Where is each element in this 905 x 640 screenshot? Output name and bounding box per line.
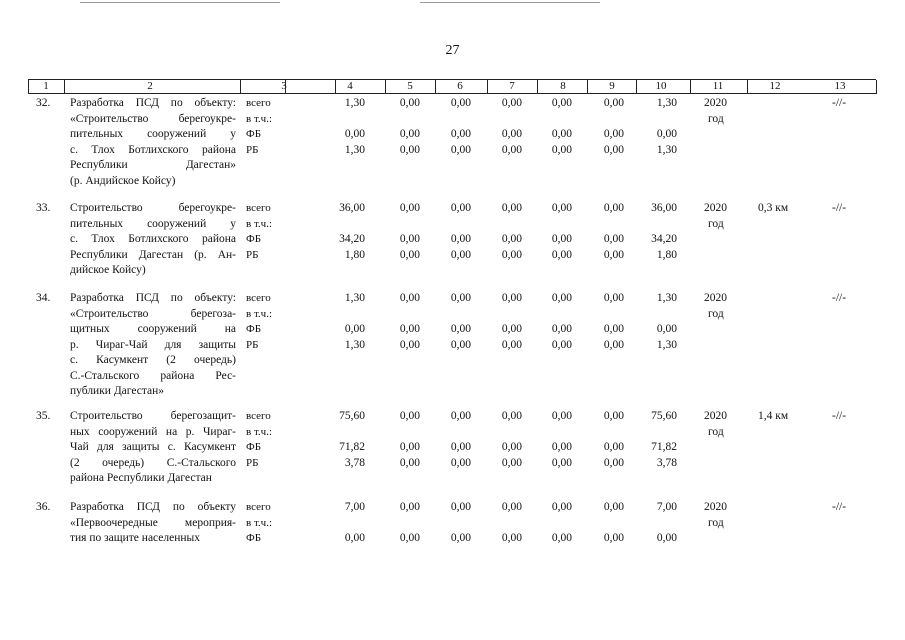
- row-number: 35.: [36, 410, 51, 422]
- description-line: Республики Дагестан (р. Ан-: [70, 248, 236, 261]
- column-header-10: 10: [655, 80, 667, 92]
- value-cell: 0,00: [399, 501, 420, 513]
- value-cell: 71,82: [651, 441, 677, 453]
- description-line: (2 очередь) С.-Стальского: [70, 456, 236, 469]
- value-cell: 1,30: [656, 338, 677, 351]
- column-divider: [747, 80, 748, 94]
- value-cell: 75,60: [339, 410, 365, 422]
- column-divider: [636, 80, 637, 94]
- value-cell: 0,00: [603, 233, 624, 245]
- value-cell: 75,60: [651, 410, 677, 422]
- value-cell: 0,00: [399, 97, 420, 109]
- completion-year: 2020: [704, 97, 727, 109]
- value-cell: 0,00: [656, 128, 677, 140]
- value-cell: 0,00: [450, 323, 471, 335]
- object-description: [70, 291, 236, 400]
- value-cell: 36,00: [339, 202, 365, 214]
- column-divider: [876, 80, 877, 94]
- column-divider: [537, 80, 538, 94]
- value-cell: 0,00: [501, 233, 522, 245]
- value-cell: 1,30: [656, 292, 677, 304]
- funding-source-label: РБ: [246, 456, 259, 469]
- value-cell: 0,00: [603, 441, 624, 453]
- value-cell: 0,00: [344, 532, 365, 544]
- value-cell: 0,00: [399, 143, 420, 156]
- column-divider: [487, 80, 488, 94]
- column-header-4: 4: [347, 80, 353, 92]
- value-cell: 1,30: [344, 143, 365, 156]
- column-divider: [335, 80, 336, 94]
- value-cell: 0,00: [399, 128, 420, 140]
- description-line: Разработка ПСД по объекту: [70, 501, 236, 513]
- capacity-measure: 0,3 км: [758, 202, 789, 214]
- completion-year: 2020: [704, 410, 727, 422]
- funding-source-label: всего: [246, 292, 271, 304]
- description-line: Разработка ПСД по объекту:: [70, 97, 236, 109]
- value-cell: 0,00: [551, 323, 572, 335]
- description-line: с. Тлох Ботлихского района: [70, 233, 236, 245]
- column-header-12: 12: [769, 80, 781, 92]
- value-cell: 0,00: [450, 501, 471, 513]
- value-cell: 0,00: [501, 202, 522, 214]
- funding-source-label: РБ: [246, 143, 259, 156]
- value-cell: 0,00: [603, 501, 624, 513]
- value-cell: 0,00: [603, 248, 624, 261]
- value-cell: 0,00: [450, 233, 471, 245]
- description-line: Строительство берегозащит-: [70, 410, 236, 422]
- value-cell: 1,80: [344, 248, 365, 261]
- funding-source-label: ФБ: [246, 532, 262, 544]
- column-header-9: 9: [609, 80, 615, 92]
- value-cell: 0,00: [551, 143, 572, 156]
- value-cell: 0,00: [603, 292, 624, 304]
- funding-source-label: в т.ч.:: [246, 516, 273, 529]
- description-line: ных сооружений на р. Чираг-: [70, 425, 236, 438]
- value-cell: 0,00: [501, 292, 522, 304]
- column-divider: [587, 80, 588, 94]
- value-cell: 0,00: [450, 338, 471, 351]
- value-cell: 0,00: [501, 410, 522, 422]
- value-cell: 0,00: [450, 292, 471, 304]
- funding-source-label: ФБ: [246, 441, 262, 453]
- value-cell: 0,00: [399, 532, 420, 544]
- description-line: Республики Дагестан»: [70, 159, 236, 171]
- description-line: «Первоочередные мероприя-: [70, 516, 236, 529]
- value-cell: 0,00: [399, 323, 420, 335]
- value-cell: 1,30: [656, 97, 677, 109]
- note-ditto: -//-: [832, 97, 847, 109]
- value-cell: 0,00: [450, 202, 471, 214]
- column-divider: [385, 80, 386, 94]
- value-cell: 0,00: [501, 128, 522, 140]
- value-cell: 0,00: [501, 97, 522, 109]
- value-cell: 0,00: [551, 202, 572, 214]
- note-ditto: -//-: [832, 202, 847, 214]
- value-cell: 0,00: [450, 248, 471, 261]
- completion-year: 2020: [704, 202, 727, 214]
- column-header-3: 3: [281, 80, 287, 92]
- completion-year: 2020: [704, 292, 727, 304]
- description-line: «Строительство берегоза-: [70, 307, 236, 320]
- funding-source-label: ФБ: [246, 128, 262, 140]
- value-cell: 0,00: [399, 410, 420, 422]
- page-number: 27: [445, 43, 460, 58]
- completion-year: 2020: [704, 501, 727, 513]
- value-cell: 1,30: [344, 97, 365, 109]
- description-line: публики Дагестан»: [70, 385, 165, 397]
- object-description: [70, 201, 236, 279]
- value-cell: 0,00: [450, 441, 471, 453]
- value-cell: 0,00: [450, 97, 471, 109]
- value-cell: 1,30: [344, 292, 365, 304]
- value-cell: 0,00: [450, 456, 471, 469]
- funding-source-label: ФБ: [246, 323, 262, 335]
- value-cell: 0,00: [551, 501, 572, 513]
- value-cell: 0,00: [551, 248, 572, 261]
- value-cell: 36,00: [651, 202, 677, 214]
- value-cell: 0,00: [450, 532, 471, 544]
- column-divider: [435, 80, 436, 94]
- value-cell: 0,00: [603, 143, 624, 156]
- object-description: [70, 96, 236, 189]
- value-cell: 0,00: [344, 323, 365, 335]
- column-divider: [285, 80, 286, 94]
- description-line: тия по защите населенных: [70, 532, 201, 544]
- value-cell: 1,80: [656, 248, 677, 261]
- funding-source-label: всего: [246, 410, 271, 422]
- note-ditto: -//-: [832, 410, 847, 422]
- description-line: района Республики Дагестан: [70, 472, 212, 484]
- value-cell: 34,20: [339, 233, 365, 245]
- row-number: 34.: [36, 292, 51, 304]
- object-description: [70, 500, 236, 547]
- completion-year-unit: год: [708, 112, 724, 125]
- value-cell: 0,00: [399, 456, 420, 469]
- table-header-bottom-border: [28, 93, 876, 94]
- value-cell: 0,00: [603, 456, 624, 469]
- description-line: пительных сооружений у: [70, 217, 236, 230]
- column-header-1: 1: [43, 80, 49, 92]
- funding-source-label: всего: [246, 202, 271, 214]
- row-number: 36.: [36, 501, 51, 513]
- completion-year-unit: год: [708, 307, 724, 320]
- value-cell: 0,00: [603, 128, 624, 140]
- value-cell: 0,00: [399, 292, 420, 304]
- value-cell: 1,30: [656, 143, 677, 156]
- value-cell: 0,00: [551, 532, 572, 544]
- value-cell: 0,00: [551, 97, 572, 109]
- capacity-measure: 1,4 км: [758, 410, 789, 422]
- description-line: с. Касумкент (2 очередь): [70, 354, 236, 366]
- column-header-11: 11: [712, 80, 724, 92]
- value-cell: 0,00: [399, 248, 420, 261]
- funding-source-label: всего: [246, 97, 271, 109]
- column-divider: [240, 80, 241, 94]
- funding-source-label: в т.ч.:: [246, 112, 273, 125]
- value-cell: 0,00: [603, 532, 624, 544]
- value-cell: 0,00: [603, 410, 624, 422]
- funding-source-label: в т.ч.:: [246, 307, 273, 320]
- value-cell: 0,00: [551, 441, 572, 453]
- description-line: (р. Андийское Койсу): [70, 174, 176, 187]
- object-description: [70, 409, 236, 487]
- funding-source-label: в т.ч.:: [246, 217, 273, 230]
- description-line: пительных сооружений у: [70, 128, 236, 140]
- value-cell: 0,00: [603, 202, 624, 214]
- value-cell: 0,00: [501, 456, 522, 469]
- value-cell: 0,00: [501, 338, 522, 351]
- value-cell: 0,00: [551, 292, 572, 304]
- value-cell: 0,00: [656, 532, 677, 544]
- description-line: щитных сооружений на: [70, 323, 236, 335]
- value-cell: 0,00: [450, 410, 471, 422]
- value-cell: 7,00: [656, 501, 677, 513]
- description-line: с. Тлох Ботлихского района: [70, 143, 236, 156]
- value-cell: 0,00: [551, 128, 572, 140]
- value-cell: 0,00: [501, 143, 522, 156]
- column-header-6: 6: [457, 80, 463, 92]
- value-cell: 0,00: [399, 338, 420, 351]
- column-header-13: 13: [834, 80, 846, 92]
- column-divider: [690, 80, 691, 94]
- value-cell: 0,00: [344, 128, 365, 140]
- value-cell: 0,00: [603, 97, 624, 109]
- value-cell: 1,30: [344, 338, 365, 351]
- value-cell: 0,00: [450, 128, 471, 140]
- value-cell: 0,00: [501, 248, 522, 261]
- description-line: Чай для защиты с. Касумкент: [70, 441, 236, 453]
- row-number: 33.: [36, 202, 51, 214]
- column-divider: [64, 80, 65, 94]
- description-line: С.-Стальского района Рес-: [70, 369, 236, 382]
- description-line: Строительство берегоукре-: [70, 202, 236, 214]
- column-header-7: 7: [509, 80, 515, 92]
- value-cell: 0,00: [551, 233, 572, 245]
- description-line: дийское Койсу): [70, 264, 146, 276]
- completion-year-unit: год: [708, 217, 724, 230]
- description-line: Разработка ПСД по объекту:: [70, 292, 236, 304]
- value-cell: 0,00: [551, 338, 572, 351]
- value-cell: 0,00: [501, 441, 522, 453]
- funding-source-label: РБ: [246, 338, 259, 351]
- value-cell: 3,78: [344, 456, 365, 469]
- column-header-8: 8: [560, 80, 566, 92]
- funding-source-label: всего: [246, 501, 271, 513]
- value-cell: 0,00: [450, 143, 471, 156]
- value-cell: 0,00: [603, 338, 624, 351]
- value-cell: 0,00: [551, 410, 572, 422]
- value-cell: 3,78: [656, 456, 677, 469]
- value-cell: 7,00: [344, 501, 365, 513]
- value-cell: 0,00: [551, 456, 572, 469]
- note-ditto: -//-: [832, 501, 847, 513]
- column-header-2: 2: [147, 80, 153, 92]
- note-ditto: -//-: [832, 292, 847, 304]
- completion-year-unit: год: [708, 516, 724, 529]
- column-header-5: 5: [407, 80, 413, 92]
- description-line: р. Чираг-Чай для защиты: [70, 338, 236, 351]
- column-divider: [28, 80, 29, 94]
- row-number: 32.: [36, 97, 51, 109]
- funding-source-label: РБ: [246, 248, 259, 261]
- value-cell: 0,00: [501, 532, 522, 544]
- value-cell: 71,82: [339, 441, 365, 453]
- value-cell: 0,00: [656, 323, 677, 335]
- value-cell: 0,00: [399, 441, 420, 453]
- value-cell: 0,00: [501, 323, 522, 335]
- value-cell: 0,00: [501, 501, 522, 513]
- value-cell: 0,00: [603, 323, 624, 335]
- description-line: «Строительство берегоукре-: [70, 112, 236, 125]
- completion-year-unit: год: [708, 425, 724, 438]
- value-cell: 0,00: [399, 233, 420, 245]
- funding-source-label: в т.ч.:: [246, 425, 273, 438]
- funding-source-label: ФБ: [246, 233, 262, 245]
- value-cell: 34,20: [651, 233, 677, 245]
- value-cell: 0,00: [399, 202, 420, 214]
